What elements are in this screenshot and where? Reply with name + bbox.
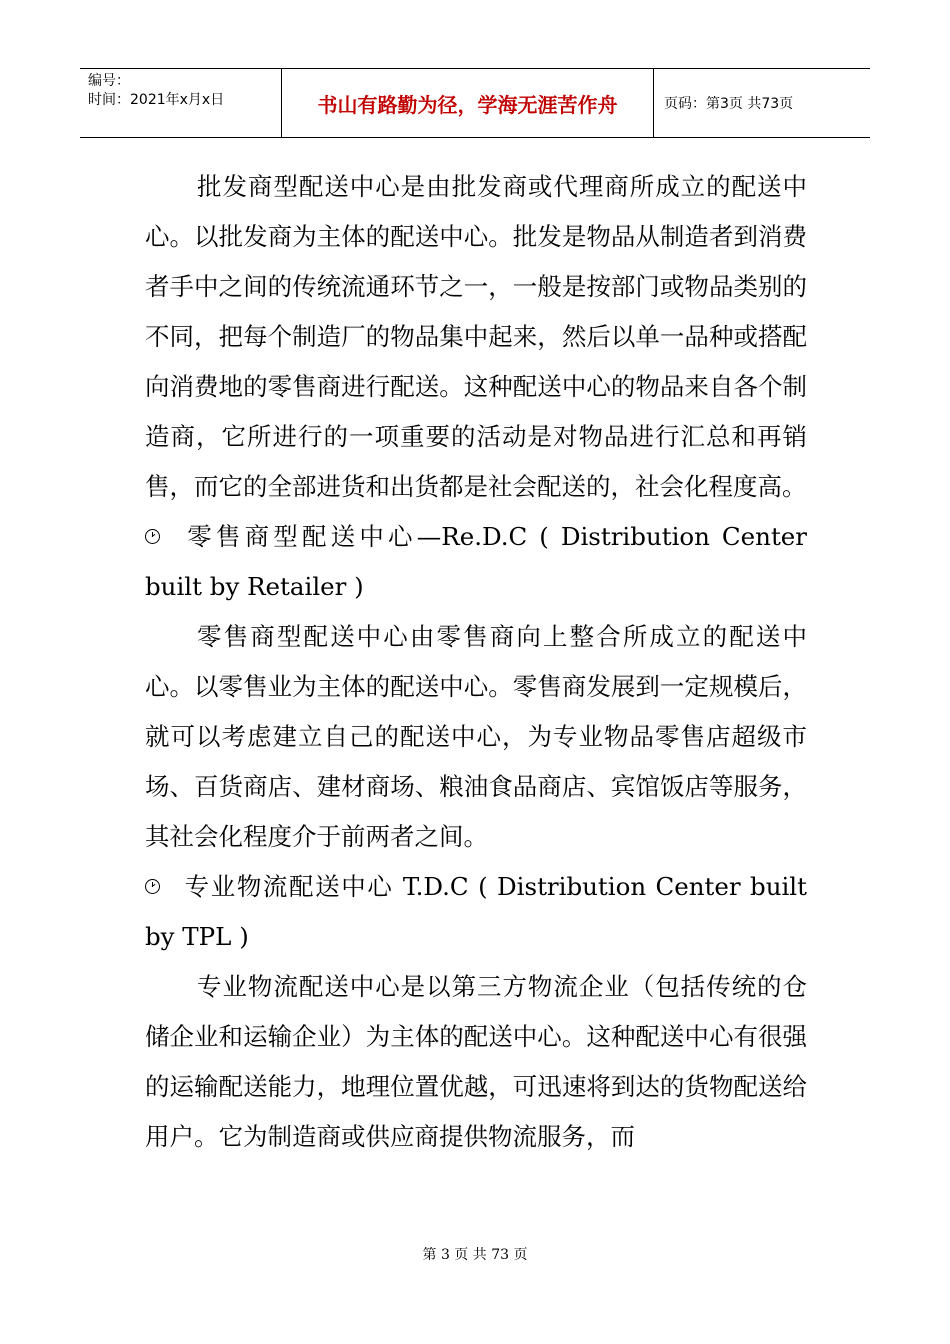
document-body (145, 162, 807, 1162)
header-number-label: 编号： (88, 73, 130, 89)
paragraph-wholesaler-dc: 批发商型配送中心是由批发商或代理商所成立的配送中心。以批发商为主体的配送中心。批发是物品从制造者到消费者手中之间的传统流通环节之一，一般是按部门或物品类别的不同，把每个制造厂的物品集中起来，然后以单一品种或搭配向消费地的零售商进行配送。这种配送中心的物品来自各个制造商，它所进行的一项重要的活动是对物品进行汇总和再销售，而它的全部进货和出货都是社会配送的，社会化程度高。 (145, 172, 807, 501)
bullet-retailer-dc (145, 512, 807, 612)
clock-icon (145, 529, 160, 544)
bullet-icon-wrapper (145, 862, 183, 912)
header-motto: 书山有路勤为径，学海无涯苦作舟 (282, 69, 654, 137)
bullet-third-party-dc-text: 专业物流配送中心 T.D.C ( Distribution Center built by TPL ) (145, 872, 807, 951)
page-footer: 第 3 页 共 73 页 (422, 1247, 528, 1263)
page-header (80, 68, 870, 138)
bullet-retailer-dc-text: 零售商型配送中心—Re.D.C ( Distribution Center built by Retailer ) (145, 522, 807, 601)
paragraph-retailer-dc: 零售商型配送中心由零售商向上整合所成立的配送中心。以零售业为主体的配送中心。零售商发展到一定规模后，就可以考虑建立自己的配送中心，为专业物品零售店超级市场、百货商店、建材商场、粮油食品商店、宾馆饭店等服务，其社会化程度介于前两者之间。 (145, 622, 807, 851)
bullet-icon-wrapper (145, 512, 183, 562)
header-page-info: 页码：第3页 共73页 (664, 96, 794, 112)
header-time-label: 时间：2021年x月x日 (88, 92, 225, 108)
header-meta (80, 69, 282, 137)
clock-icon (145, 879, 160, 894)
bullet-third-party-dc (145, 862, 807, 962)
paragraph-third-party-dc: 专业物流配送中心是以第三方物流企业（包括传统的仓储企业和运输企业）为主体的配送中心。这种配送中心有很强的运输配送能力，地理位置优越，可迅速将到达的货物配送给用户。它为制造商或供应商提供物流服务，而 (145, 972, 807, 1151)
